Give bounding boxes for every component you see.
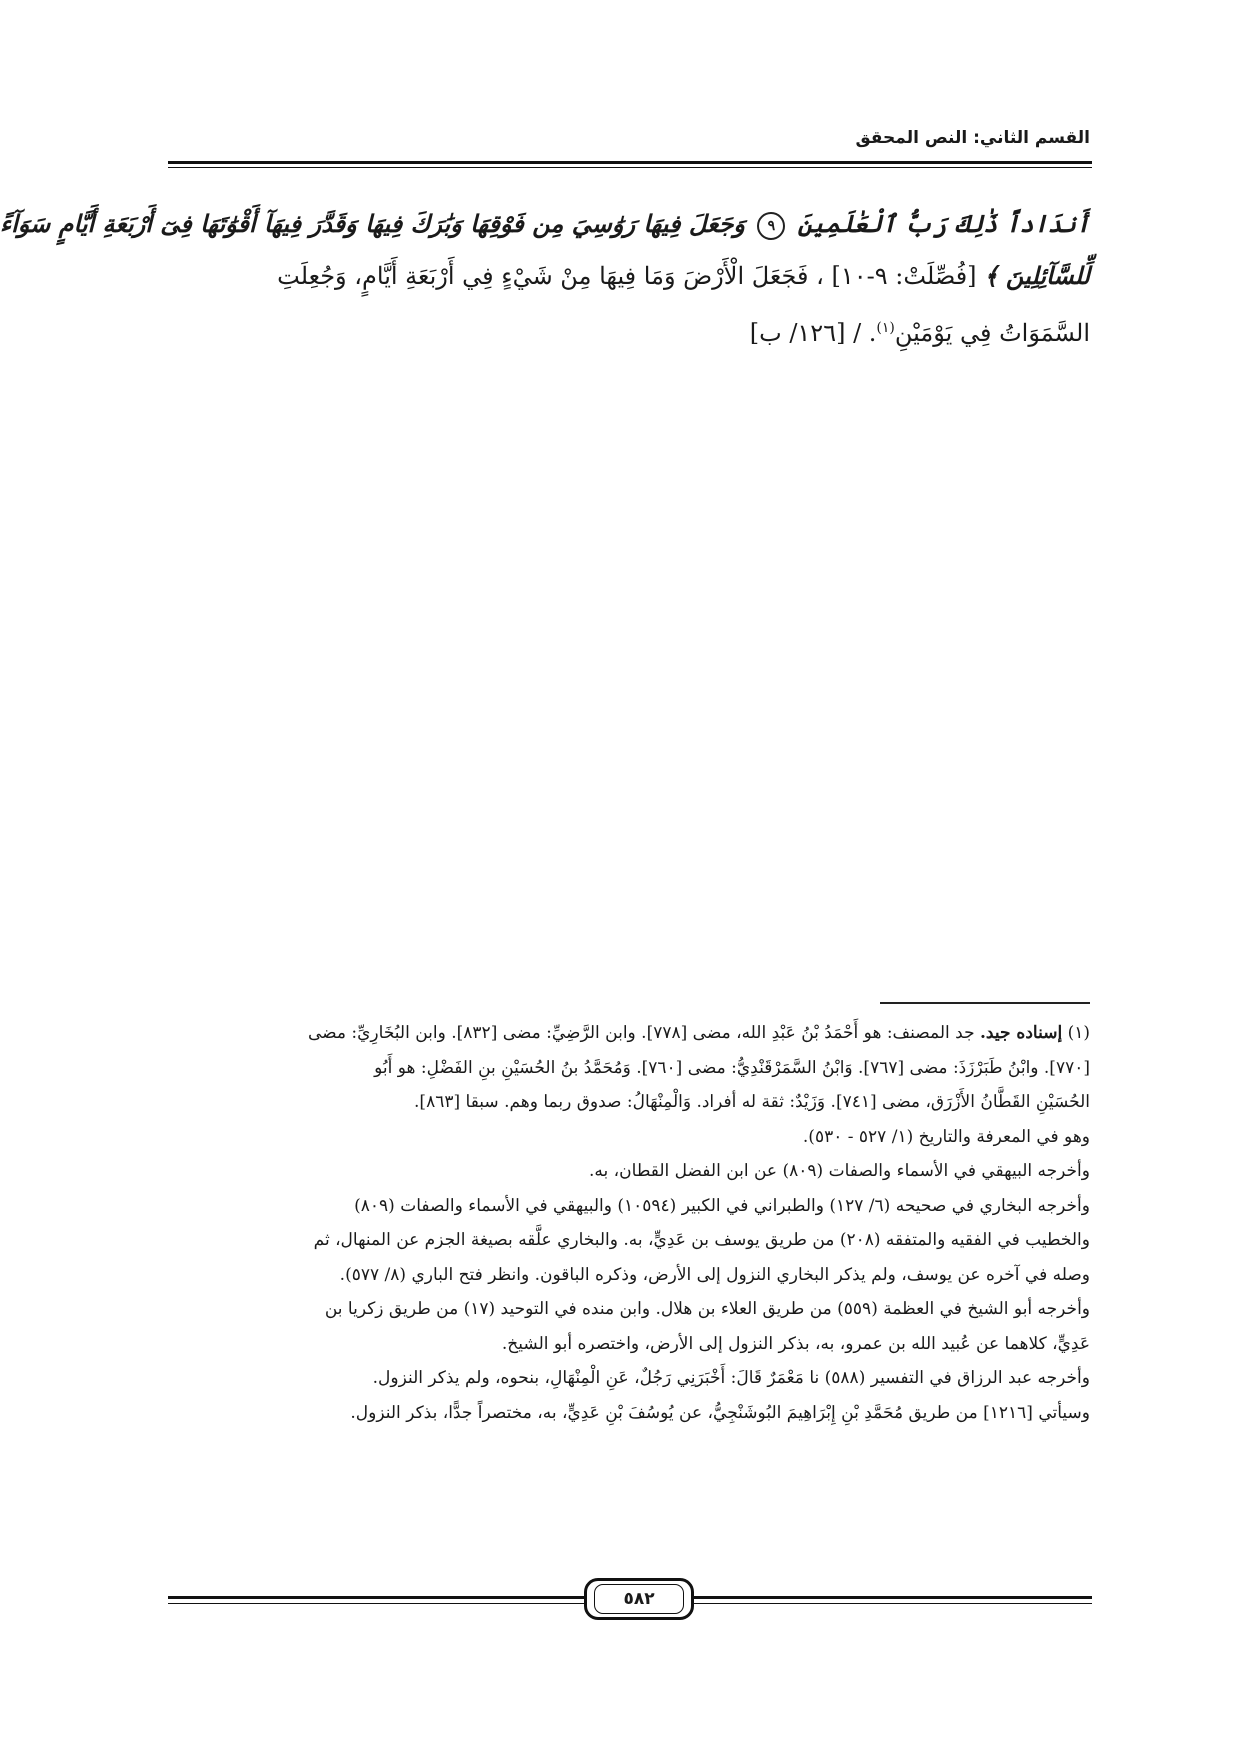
footnote-marker: (١)	[876, 320, 895, 336]
footnote-grade: إسناده جيد.	[980, 1023, 1063, 1043]
footnote-number: (١)	[1067, 1023, 1090, 1043]
header-rule-thick	[168, 161, 1092, 164]
footnote-line: وأخرجه أبو الشيخ في العظمة (٥٥٩) من طريق العلاء بن هلال. وابن منده في التوحيد (١٧) من طريق زكريا بن	[324, 1299, 1090, 1319]
footnote-line: وأخرجه البيهقي في الأسماء والصفات (٨٠٩) عن ابن الفضل القطان، به.	[589, 1161, 1090, 1181]
footnote-line: الحُسَيْنِ القَطَّانُ الأَزْرَق، مضى [٧٤١]. وَزَيْدٌ: ثقة له أفراد. وَالْمِنْهَالُ: صدوق ربما وهم. سبقا [٨٦٣].	[414, 1092, 1090, 1112]
footnote-line: وهو في المعرفة والتاريخ (١/ ٥٢٧ - ٥٣٠).	[802, 1126, 1090, 1147]
footnote-line: وصله في آخره عن يوسف، ولم يذكر البخاري النزول إلى الأرض، وذكره الباقون. وانظر فتح الباري (٨/ ٥٧٧).	[339, 1264, 1090, 1285]
footnote-line: وأخرجه البخاري في صحيحه (٦/ ١٢٧) والطبراني في الكبير (١٠٥٩٤) والبيهقي في الأسماء والصفات (٨٠٩)	[354, 1195, 1090, 1216]
running-head: القسم الثاني: النص المحقق	[855, 128, 1090, 148]
footnote-line: وسيأتي [١٢١٦] من طريق مُحَمَّدِ بْنِ إِبْرَاهِيمَ البُوشَنْجِيُّ، عن يُوسُفَ بْنِ عَدِيٍّ، به، مختصراً جدًّا، بذكر النزول.	[350, 1402, 1090, 1423]
quran-text-b: وَجَعَلَ فِيهَا رَوَٰسِيَ مِن فَوْقِهَا وَبَٰرَكَ فِيهَا وَقَدَّرَ فِيهَآ أَقْوَٰتَهَا فِىٓ أَرْبَعَةِ أَيَّامٍ سَوَآءً	[0, 209, 746, 238]
quran-closing-bracket: ﴾	[984, 261, 999, 290]
surah-reference: [فُصِّلَتْ: ٩-١٠]	[831, 262, 977, 290]
footnote-line: والخطيب في الفقيه والمتفقه (٢٠٨) من طريق يوسف بن عَدِيٍّ، به. والبخاري علَّقه بصيغة الجزم عن المنهال، ثم	[313, 1230, 1090, 1250]
quran-line-1	[0, 198, 1090, 250]
footnote-line: [٧٧٠]. وابْنُ طَبَرْزَذَ: مضى [٧٦٧]. وَابْنُ السَّمَرْقَنْدِيُّ: مضى [٧٦٠]. وَمُحَمَّدُ بنُ الحُسَيْنِ بنِ الفَضْلِ: هو أَبُو	[374, 1057, 1090, 1078]
footnote-line: عَدِيٍّ، كلاهما عن عُبيد الله بن عمرو، به، بذكر النزول إلى الأرض، واختصره أبو الشيخ.	[501, 1333, 1090, 1354]
footnote-text: جد المصنف: هو أَحْمَدُ بْنُ عَبْدِ الله، مضى [٧٧٨]. وابن الرَّضِيِّ: مضى [٨٣٢]. وابن البُخَارِيِّ: مضى	[307, 1023, 975, 1043]
text-line-3	[190, 302, 1090, 359]
header-rule-thin	[168, 167, 1092, 168]
page-number: ٥٨٢	[594, 1584, 684, 1614]
footnote-separator	[880, 1002, 1090, 1004]
folio-marker: . / [١٢٦/ ب]	[749, 319, 877, 347]
page-number-frame	[584, 1578, 694, 1620]
quran-text-a: أَندَاداً ذَٰلِكَ رَبُّ ٱلْعَٰلَمِينَ	[797, 209, 1090, 238]
footnote-line: وأخرجه عبد الرزاق في التفسير (٥٨٨) نا مَعْمَرٌ قَالَ: أَخْبَرَنِي رَجُلٌ، عَنِ الْمِنْهَالِ، بنحوه، ولم يذكر النزول.	[372, 1368, 1090, 1388]
quran-text-end: لِّلسَّآئِلِينَ	[1005, 261, 1090, 290]
footnote-line	[190, 1016, 1090, 1051]
footnotes	[190, 1016, 1090, 1430]
text-line-2	[190, 250, 1090, 302]
body-text: السَّمَوَاتُ فِي يَوْمَيْنِ	[894, 319, 1090, 347]
body-text: ، فَجَعَلَ الْأَرْضَ وَمَا فِيهَا مِنْ شَيْءٍ فِي أَرْبَعَةِ أَيَّامٍ، وَجُعِلَتِ	[277, 262, 824, 290]
ayah-number-mark: ٩	[757, 212, 785, 240]
main-text	[0, 198, 1090, 359]
